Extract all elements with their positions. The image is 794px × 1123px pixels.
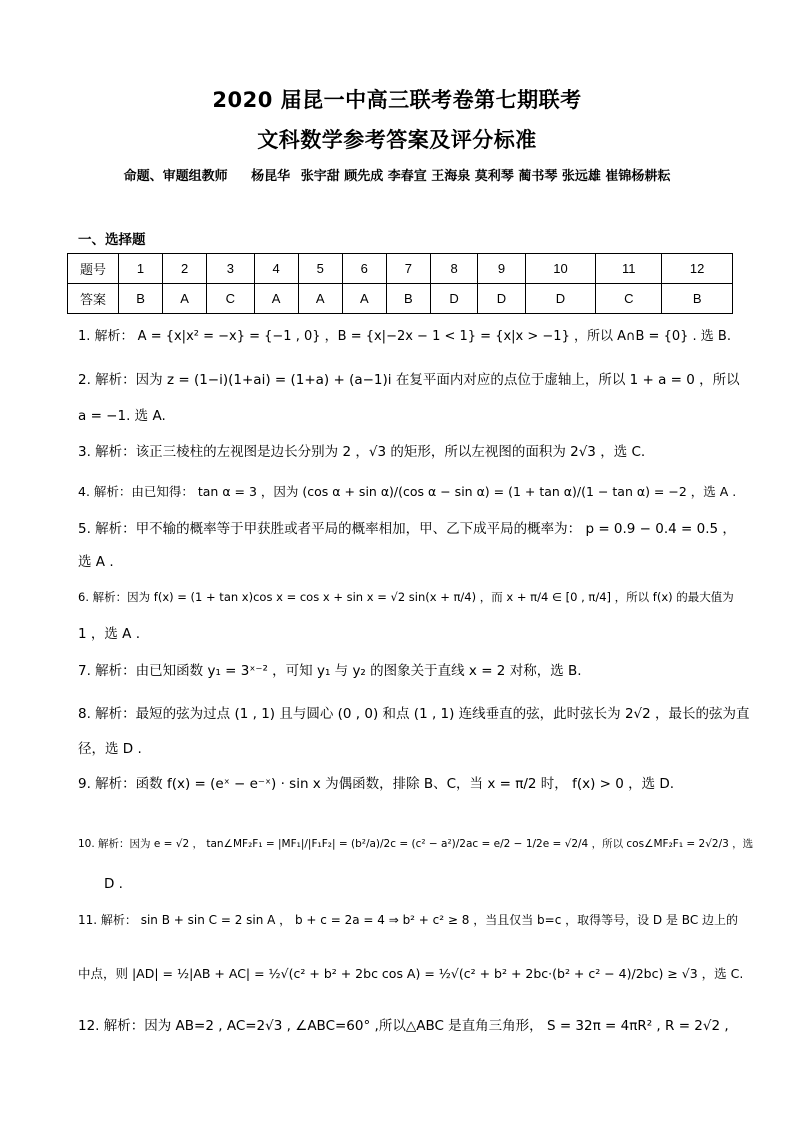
table-cell: 8 <box>430 254 477 284</box>
table-cell: C <box>596 284 662 314</box>
table-cell: 6 <box>342 254 386 284</box>
table-cell: D <box>478 284 525 314</box>
solution-6-cont: 1 ，选 A . <box>78 626 140 642</box>
table-cell: B <box>119 284 163 314</box>
table-cell: B <box>662 284 733 314</box>
table-cell: 12 <box>662 254 733 284</box>
table-cell: D <box>430 284 477 314</box>
table-cell: 3 <box>207 254 254 284</box>
solution-3: 3. 解析：该正三棱柱的左视图是边长分别为 2 ，√3 的矩形，所以左视图的面积为 2√3 ，选 C. <box>78 444 646 460</box>
solution-7: 7. 解析：由已知函数 y₁ = 3ˣ⁻² ，可知 y₁ 与 y₂ 的图象关于直线 x = 2 对称，选 B. <box>78 663 582 679</box>
table-row <box>68 284 733 314</box>
table-cell: 1 <box>119 254 163 284</box>
author-list <box>0 165 794 184</box>
solution-8-cont: 径，选 D . <box>78 741 142 757</box>
section-heading: 一、选择题 <box>78 232 146 248</box>
table-cell: C <box>207 284 254 314</box>
solution-5: 5. 解析：甲不输的概率等于甲获胜或者平局的概率相加，甲、乙下成平局的概率为： p = 0.9 − 0.4 = 0.5 ， <box>78 521 736 537</box>
solution-2: 2. 解析：因为 z = (1−i)(1+ai) = (1+a) + (a−1)i 在复平面内对应的点位于虚轴上，所以 1 + a = 0 ，所以 <box>78 372 740 388</box>
row-label: 题号 <box>68 254 119 284</box>
table-cell: 4 <box>254 254 298 284</box>
solution-11-cont: 中点，则 |AD| = ½|AB + AC| = ½√(c² + b² + 2bc cos A) = ½√(c² + b² + 2bc·(b² + c² − 4)/2bc) ≥ √3 ，选 C. <box>78 966 744 981</box>
table-cell: A <box>298 284 342 314</box>
solution-9: 9. 解析：函数 f(x) = (eˣ − e⁻ˣ) · sin x 为偶函数，排除 B、C，当 x = π/2 时， f(x) > 0 ，选 D. <box>78 776 675 792</box>
solution-1: 1. 解析： A = {x|x² = −x} = {−1 , 0} ，B = {x|−2x − 1 < 1} = {x|x > −1} ，所以 A∩B = {0} . 选 B. <box>78 329 731 344</box>
table-cell: 11 <box>596 254 662 284</box>
row-label: 答案 <box>68 284 119 314</box>
table-cell: 9 <box>478 254 525 284</box>
answer-table <box>67 253 733 314</box>
solution-5-cont: 选 A . <box>78 554 114 570</box>
table-row <box>68 254 733 284</box>
solution-2-cont: a = −1. 选 A. <box>78 408 166 424</box>
table-cell: A <box>163 284 207 314</box>
author-team: 张宇甜 顾先成 李春宣 王海泉 莫利琴 蔺书琴 张远雄 崔锦杨耕耘 <box>300 169 671 184</box>
solution-8: 8. 解析：最短的弦为过点 (1 , 1) 且与圆心 (0 , 0) 和点 (1 , 1) 连线垂直的弦，此时弦长为 2√2 ，最长的弦为直 <box>78 706 750 722</box>
document-title: 2020 届昆一中高三联考卷第七期联考 <box>212 88 582 112</box>
document-subtitle: 文科数学参考答案及评分标准 <box>257 128 537 152</box>
solution-6: 6. 解析：因为 f(x) = (1 + tan x)cos x = cos x + sin x = √2 sin(x + π/4) ，而 x + π/4 ∈ [0 , π/4] ，所以 f(x) 的最大值为 <box>78 590 734 604</box>
table-cell: A <box>342 284 386 314</box>
table-cell: 5 <box>298 254 342 284</box>
table-cell: A <box>254 284 298 314</box>
solution-12: 12. 解析：因为 AB=2 , AC=2√3 , ∠ABC=60° ,所以△ABC 是直角三角形， S = 32π = 4πR² , R = 2√2 , <box>78 1018 729 1034</box>
author-lead: 杨昆华 <box>251 169 291 184</box>
solution-10: 10. 解析：因为 e = √2 ， tan∠MF₂F₁ = |MF₁|/|F₁F₂| = (b²/a)/2c = (c² − a²)/2ac = e/2 − 1/2e = √2/4 ，所以 cos∠MF₂F₁ = 2√2/3 ，选 <box>78 838 754 850</box>
table-cell: 10 <box>525 254 596 284</box>
table-cell: B <box>386 284 430 314</box>
table-cell: D <box>525 284 596 314</box>
solution-10-cont: D . <box>104 876 123 892</box>
table-cell: 2 <box>163 254 207 284</box>
solution-11: 11. 解析： sin B + sin C = 2 sin A ， b + c = 2a = 4 ⇒ b² + c² ≥ 8 ，当且仅当 b=c ，取得等号，设 D 是 BC 边上的 <box>78 913 739 927</box>
table-cell: 7 <box>386 254 430 284</box>
author-role: 命题、审题组教师 <box>123 169 228 184</box>
solution-4: 4. 解析：由已知得： tan α = 3 ，因为 (cos α + sin α)/(cos α − sin α) = (1 + tan α)/(1 − tan α) = −2 ，选 A . <box>78 484 737 499</box>
